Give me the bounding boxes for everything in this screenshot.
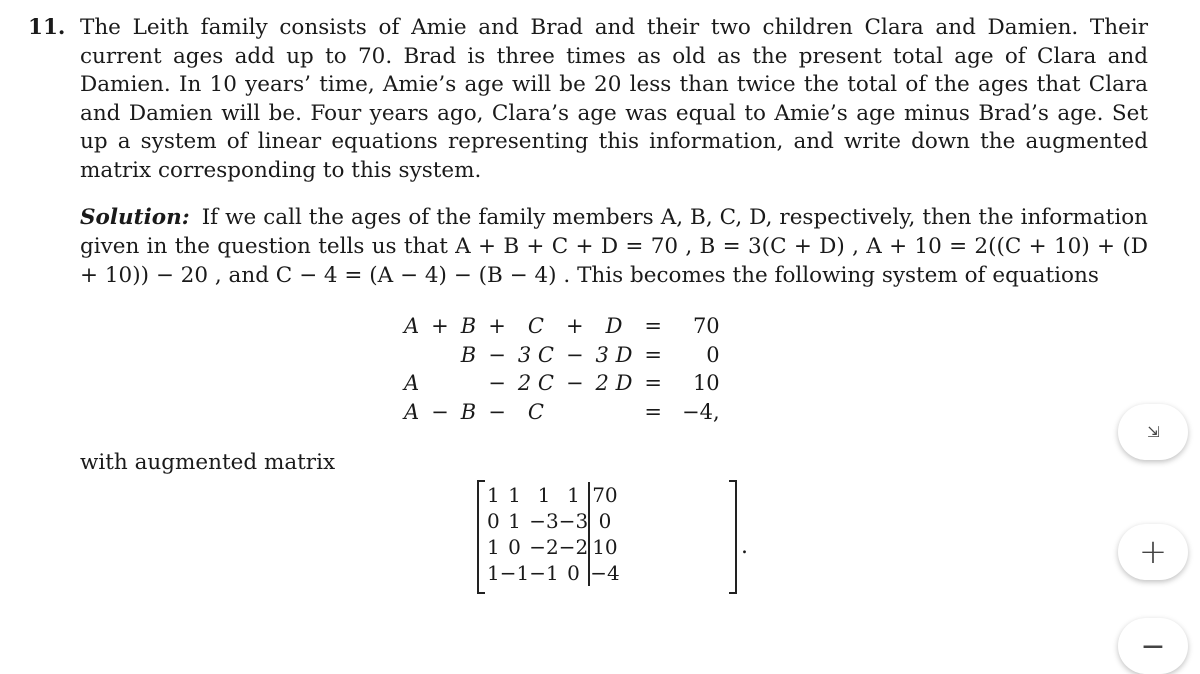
problem-text: The Leith family consists of Amie and Brad and their two children Clara and Damien. Their current ages add up to 70. Brad is three times as old as the present total age of Clara and Damien. In 10 years’ time, Amie’s age will be 20 less than twice the total of the ages that Clara and Damien will be. Four years ago, Clara’s age was equal to Amie’s age minus Brad’s age. Set up a system of linear equations representing this information, and write down the augmented matrix corresponding to this system.	[80, 15, 1148, 183]
rhs: 0	[706, 342, 720, 367]
operator	[425, 341, 455, 370]
matrix-period: .	[741, 534, 748, 559]
operator: −	[488, 342, 506, 367]
term	[455, 369, 482, 398]
matrix-cell: −2	[558, 534, 589, 559]
matrix-cell: 1	[487, 534, 500, 559]
matrix-cell: 1	[508, 482, 521, 507]
matrix-cell: −3	[558, 508, 589, 533]
rhs: 70	[692, 314, 720, 338]
matrix-row	[487, 482, 620, 508]
plus-icon: +	[1138, 532, 1168, 572]
equals: =	[644, 314, 663, 338]
term: 3 D	[595, 342, 633, 367]
matrix-cell: 1	[508, 508, 521, 533]
term: D	[605, 314, 623, 338]
matrix-cell: 1	[567, 482, 580, 507]
term: 2 C	[517, 371, 554, 395]
term	[590, 398, 639, 427]
operator: −	[565, 342, 584, 367]
matrix-augmented-cell: −4	[590, 560, 620, 585]
operator	[425, 369, 455, 398]
term: C	[527, 399, 544, 424]
operator: +	[565, 314, 584, 338]
operator: +	[488, 314, 506, 338]
equals: =	[644, 399, 663, 424]
solution-paragraph	[80, 203, 1148, 290]
matrix-row	[487, 534, 620, 560]
matrix-cell: 0	[567, 560, 580, 585]
matrix-augmented-cell: 70	[589, 482, 619, 508]
term: A	[404, 314, 420, 338]
operator: −	[488, 399, 506, 424]
problem-statement	[28, 14, 1148, 183]
term: A	[404, 399, 420, 424]
matrix-cell: 1	[487, 560, 500, 585]
equals: =	[644, 371, 663, 395]
term: 2 D	[595, 371, 633, 395]
term: B	[460, 314, 477, 338]
matrix-row	[487, 560, 620, 586]
solution-label: Solution:	[80, 205, 190, 230]
equation-row	[398, 312, 726, 341]
matrix-cell: −2	[529, 534, 559, 559]
rhs: 10	[692, 371, 720, 395]
matrix-cell: 0	[508, 534, 521, 559]
term: B	[460, 399, 477, 424]
term: 3 C	[517, 342, 554, 367]
matrix-row	[487, 508, 620, 534]
operator: −	[565, 371, 584, 395]
equation-row	[398, 341, 726, 370]
operator: −	[431, 399, 449, 424]
matrix-cell: 1	[487, 482, 500, 507]
rhs: −4,	[682, 399, 720, 424]
right-bracket	[729, 480, 737, 594]
operator: +	[431, 314, 449, 338]
exit-fullscreen-icon: ⇲	[1147, 423, 1159, 441]
matrix-cell: −3	[529, 508, 559, 533]
matrix-cell: 0	[487, 508, 500, 533]
operator	[560, 398, 590, 427]
minus-icon: −	[1140, 628, 1166, 664]
operator: −	[488, 371, 506, 395]
term: B	[460, 342, 477, 367]
equation-row	[398, 398, 726, 427]
left-bracket	[477, 480, 485, 594]
zoom-out-button[interactable]	[1118, 618, 1188, 674]
term: C	[527, 314, 544, 338]
term	[398, 341, 425, 370]
matrix-augmented-cell: 0	[589, 508, 619, 534]
exit-fullscreen-button[interactable]	[1118, 404, 1188, 460]
matrix-augmented-cell: 10	[589, 534, 619, 560]
augmented-matrix-label: with augmented matrix	[80, 450, 336, 475]
matrix-cell: −1	[499, 560, 530, 585]
zoom-in-button[interactable]	[1118, 524, 1188, 580]
problem-number: 11.	[28, 15, 66, 40]
equals: =	[644, 342, 663, 367]
equation-system	[398, 312, 726, 426]
solution-text: If we call the ages of the family members A, B, C, D, respectively, then the information given in the question tells us that A + B + C + D = 70 , B = 3(C + D) , A + 10 = 2((C + 10) + (D + 10)) − 20 , and C − 4 = (A − 4) − (B − 4) . This becomes the following system of equations	[80, 205, 1148, 288]
equation-row	[398, 369, 726, 398]
matrix-cell: −1	[529, 560, 559, 585]
term: A	[404, 371, 420, 395]
matrix-cell: 1	[537, 482, 551, 507]
